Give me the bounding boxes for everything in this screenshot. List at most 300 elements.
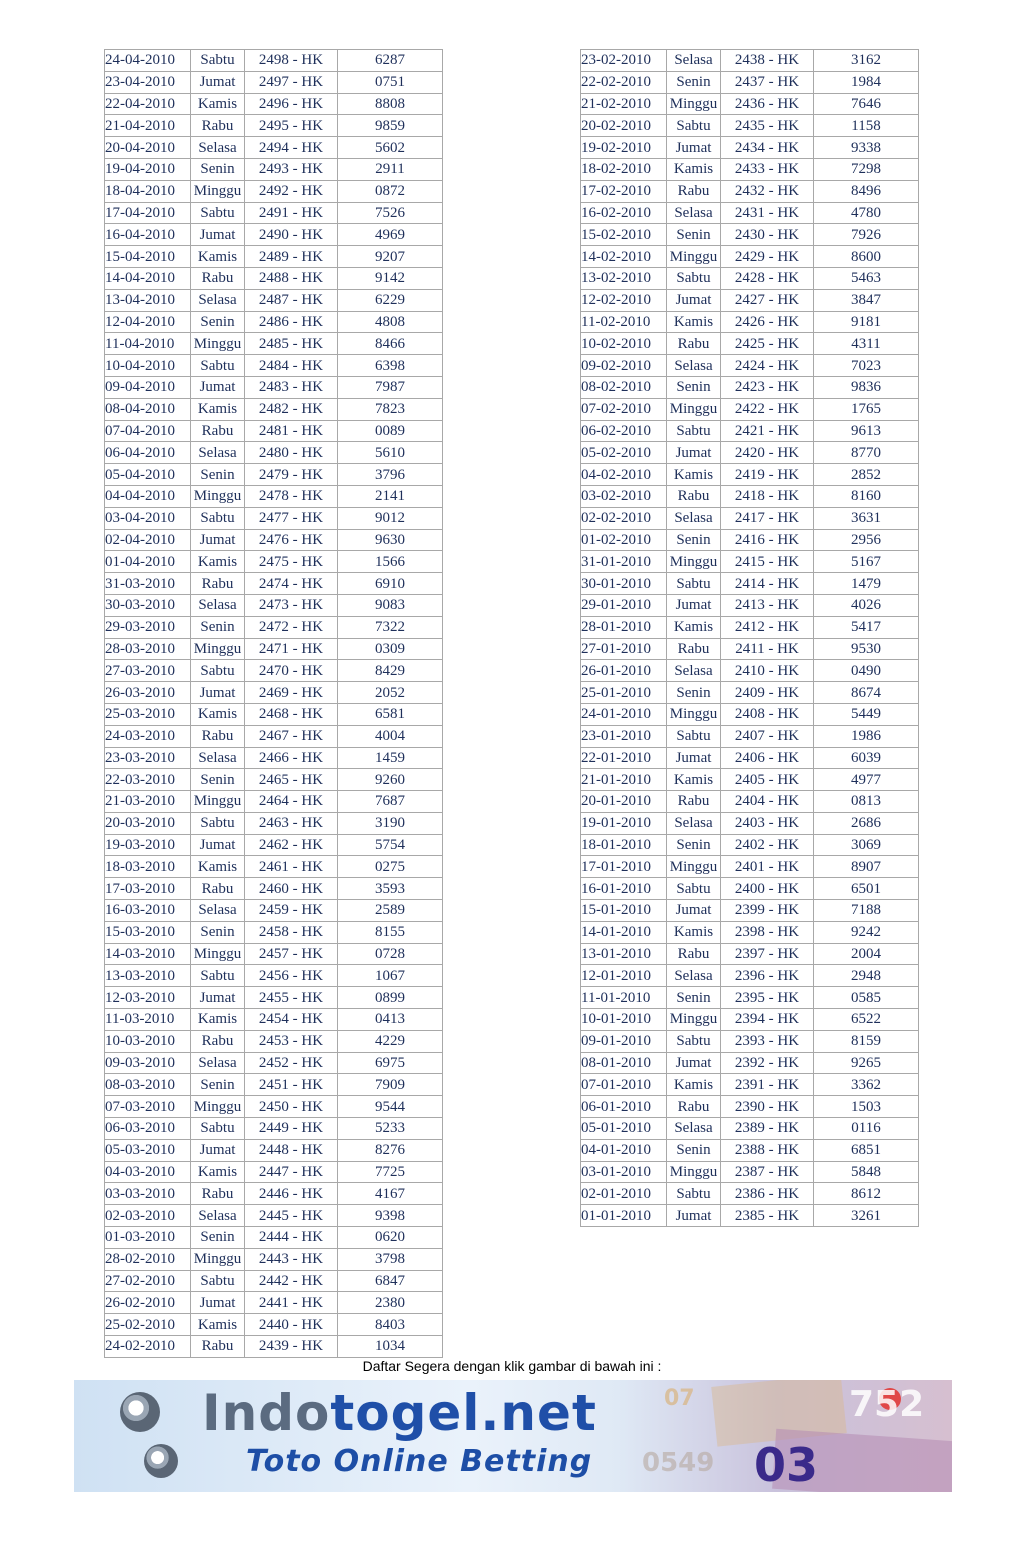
table-row (581, 442, 919, 464)
table-row (581, 1205, 919, 1227)
date-cell: 15-02-2010 (581, 224, 667, 246)
number-cell: 8466 (338, 333, 443, 355)
number-cell: 9181 (814, 311, 919, 333)
day-cell: Minggu (667, 1161, 721, 1183)
draw-cell: 2486 - HK (245, 311, 338, 333)
date-cell: 20-01-2010 (581, 791, 667, 813)
draw-cell: 2389 - HK (721, 1118, 814, 1140)
draw-cell: 2410 - HK (721, 660, 814, 682)
date-cell: 28-03-2010 (105, 638, 191, 660)
day-cell: Minggu (191, 943, 245, 965)
draw-cell: 2485 - HK (245, 333, 338, 355)
day-cell: Rabu (667, 1096, 721, 1118)
day-cell: Rabu (191, 878, 245, 900)
table-row (105, 115, 443, 137)
draw-cell: 2457 - HK (245, 943, 338, 965)
table-row (105, 267, 443, 289)
deco-number: 752 (849, 1384, 925, 1425)
date-cell: 14-04-2010 (105, 267, 191, 289)
table-row (105, 638, 443, 660)
table-row (581, 485, 919, 507)
day-cell: Jumat (191, 1139, 245, 1161)
day-cell: Rabu (191, 573, 245, 595)
number-cell: 7023 (814, 355, 919, 377)
day-cell: Sabtu (191, 812, 245, 834)
draw-cell: 2388 - HK (721, 1139, 814, 1161)
day-cell: Senin (191, 158, 245, 180)
draw-cell: 2409 - HK (721, 682, 814, 704)
day-cell: Kamis (191, 703, 245, 725)
draw-cell: 2498 - HK (245, 50, 338, 72)
day-cell: Jumat (667, 747, 721, 769)
table-row (581, 1183, 919, 1205)
date-cell: 18-01-2010 (581, 834, 667, 856)
day-cell: Senin (667, 529, 721, 551)
date-cell: 18-04-2010 (105, 180, 191, 202)
table-row (105, 1205, 443, 1227)
number-cell: 2956 (814, 529, 919, 551)
number-cell: 8808 (338, 93, 443, 115)
draw-cell: 2438 - HK (721, 50, 814, 72)
date-cell: 03-02-2010 (581, 485, 667, 507)
number-cell: 4977 (814, 769, 919, 791)
draw-cell: 2415 - HK (721, 551, 814, 573)
day-cell: Rabu (191, 420, 245, 442)
number-cell: 0490 (814, 660, 919, 682)
draw-cell: 2444 - HK (245, 1227, 338, 1249)
draw-cell: 2465 - HK (245, 769, 338, 791)
date-cell: 21-03-2010 (105, 791, 191, 813)
day-cell: Minggu (667, 703, 721, 725)
table-row (105, 224, 443, 246)
table-row (581, 1030, 919, 1052)
table-row (105, 834, 443, 856)
draw-cell: 2460 - HK (245, 878, 338, 900)
table-row (581, 769, 919, 791)
date-cell: 16-01-2010 (581, 878, 667, 900)
table-row (581, 834, 919, 856)
date-cell: 27-01-2010 (581, 638, 667, 660)
date-cell: 16-04-2010 (105, 224, 191, 246)
day-cell: Minggu (191, 485, 245, 507)
number-cell: 6287 (338, 50, 443, 72)
number-cell: 0413 (338, 1009, 443, 1031)
day-cell: Minggu (667, 398, 721, 420)
table-row (581, 1052, 919, 1074)
number-cell: 8600 (814, 246, 919, 268)
table-row (105, 682, 443, 704)
draw-cell: 2416 - HK (721, 529, 814, 551)
date-cell: 02-03-2010 (105, 1205, 191, 1227)
table-row (105, 594, 443, 616)
number-cell: 0089 (338, 420, 443, 442)
table-row (581, 355, 919, 377)
number-cell: 9142 (338, 267, 443, 289)
date-cell: 22-03-2010 (105, 769, 191, 791)
date-cell: 23-04-2010 (105, 71, 191, 93)
number-cell: 3190 (338, 812, 443, 834)
date-cell: 31-01-2010 (581, 551, 667, 573)
table-row (105, 856, 443, 878)
table-row (581, 311, 919, 333)
results-table-left-body (105, 50, 443, 1358)
table-row (581, 507, 919, 529)
day-cell: Kamis (191, 93, 245, 115)
table-row (581, 289, 919, 311)
day-cell: Sabtu (667, 1030, 721, 1052)
table-row (581, 267, 919, 289)
draw-cell: 2461 - HK (245, 856, 338, 878)
number-cell: 7909 (338, 1074, 443, 1096)
table-row (581, 1118, 919, 1140)
number-cell: 0585 (814, 987, 919, 1009)
date-cell: 29-01-2010 (581, 594, 667, 616)
number-cell: 7687 (338, 791, 443, 813)
day-cell: Kamis (667, 616, 721, 638)
day-cell: Minggu (667, 856, 721, 878)
day-cell: Rabu (191, 267, 245, 289)
number-cell: 2686 (814, 812, 919, 834)
date-cell: 05-01-2010 (581, 1118, 667, 1140)
number-cell: 3796 (338, 464, 443, 486)
number-cell: 0116 (814, 1118, 919, 1140)
date-cell: 25-02-2010 (105, 1314, 191, 1336)
date-cell: 29-03-2010 (105, 616, 191, 638)
draw-cell: 2481 - HK (245, 420, 338, 442)
number-cell: 9242 (814, 921, 919, 943)
table-row (581, 529, 919, 551)
day-cell: Senin (191, 1227, 245, 1249)
date-cell: 24-02-2010 (105, 1336, 191, 1358)
day-cell: Kamis (191, 551, 245, 573)
number-cell: 4780 (814, 202, 919, 224)
table-row (581, 682, 919, 704)
number-cell: 5233 (338, 1118, 443, 1140)
table-row (105, 1096, 443, 1118)
date-cell: 13-03-2010 (105, 965, 191, 987)
draw-cell: 2489 - HK (245, 246, 338, 268)
date-cell: 25-03-2010 (105, 703, 191, 725)
register-prompt: Daftar Segera dengan klik gambar di bawah ini : (362, 1358, 662, 1374)
day-cell: Rabu (191, 1030, 245, 1052)
table-row (581, 812, 919, 834)
table-row (581, 420, 919, 442)
day-cell: Sabtu (191, 507, 245, 529)
table-row (105, 616, 443, 638)
day-cell: Selasa (191, 747, 245, 769)
draw-cell: 2407 - HK (721, 725, 814, 747)
table-row (105, 442, 443, 464)
day-cell: Rabu (667, 791, 721, 813)
day-cell: Minggu (191, 180, 245, 202)
table-row (105, 420, 443, 442)
date-cell: 01-02-2010 (581, 529, 667, 551)
day-cell: Sabtu (191, 660, 245, 682)
number-cell: 1479 (814, 573, 919, 595)
draw-cell: 2431 - HK (721, 202, 814, 224)
day-cell: Minggu (667, 1009, 721, 1031)
number-cell: 4969 (338, 224, 443, 246)
day-cell: Minggu (191, 1248, 245, 1270)
table-row (581, 398, 919, 420)
table-row (581, 1139, 919, 1161)
number-cell: 5754 (338, 834, 443, 856)
draw-cell: 2392 - HK (721, 1052, 814, 1074)
indotogel-banner-link[interactable] (74, 1380, 952, 1492)
day-cell: Senin (191, 921, 245, 943)
date-cell: 16-02-2010 (581, 202, 667, 224)
draw-cell: 2474 - HK (245, 573, 338, 595)
table-row (105, 943, 443, 965)
draw-cell: 2450 - HK (245, 1096, 338, 1118)
table-row (581, 900, 919, 922)
number-cell: 3162 (814, 50, 919, 72)
number-cell: 4004 (338, 725, 443, 747)
day-cell: Selasa (667, 507, 721, 529)
date-cell: 04-03-2010 (105, 1161, 191, 1183)
number-cell: 7987 (338, 376, 443, 398)
day-cell: Kamis (667, 769, 721, 791)
draw-cell: 2408 - HK (721, 703, 814, 725)
day-cell: Senin (191, 464, 245, 486)
day-cell: Selasa (191, 594, 245, 616)
draw-cell: 2494 - HK (245, 137, 338, 159)
draw-cell: 2477 - HK (245, 507, 338, 529)
number-cell: 8674 (814, 682, 919, 704)
table-row (581, 158, 919, 180)
day-cell: Kamis (191, 856, 245, 878)
table-row (105, 71, 443, 93)
day-cell: Senin (667, 376, 721, 398)
table-row (105, 333, 443, 355)
number-cell: 0813 (814, 791, 919, 813)
table-row (105, 202, 443, 224)
date-cell: 16-03-2010 (105, 900, 191, 922)
number-cell: 7725 (338, 1161, 443, 1183)
draw-cell: 2459 - HK (245, 900, 338, 922)
number-cell: 9207 (338, 246, 443, 268)
date-cell: 13-01-2010 (581, 943, 667, 965)
draw-cell: 2436 - HK (721, 93, 814, 115)
day-cell: Rabu (191, 725, 245, 747)
draw-cell: 2404 - HK (721, 791, 814, 813)
number-cell: 2380 (338, 1292, 443, 1314)
day-cell: Selasa (191, 289, 245, 311)
number-cell: 9836 (814, 376, 919, 398)
day-cell: Jumat (191, 1292, 245, 1314)
number-cell: 9338 (814, 137, 919, 159)
day-cell: Sabtu (191, 355, 245, 377)
date-cell: 31-03-2010 (105, 573, 191, 595)
draw-cell: 2421 - HK (721, 420, 814, 442)
day-cell: Jumat (667, 900, 721, 922)
draw-cell: 2414 - HK (721, 573, 814, 595)
day-cell: Sabtu (667, 420, 721, 442)
date-cell: 09-04-2010 (105, 376, 191, 398)
table-row (581, 464, 919, 486)
date-cell: 06-04-2010 (105, 442, 191, 464)
draw-cell: 2492 - HK (245, 180, 338, 202)
number-cell: 9544 (338, 1096, 443, 1118)
number-cell: 1158 (814, 115, 919, 137)
table-row (581, 965, 919, 987)
table-row (581, 703, 919, 725)
number-cell: 8160 (814, 485, 919, 507)
date-cell: 05-02-2010 (581, 442, 667, 464)
draw-cell: 2401 - HK (721, 856, 814, 878)
day-cell: Senin (191, 311, 245, 333)
day-cell: Jumat (191, 987, 245, 1009)
table-row (581, 725, 919, 747)
draw-cell: 2443 - HK (245, 1248, 338, 1270)
day-cell: Kamis (191, 1314, 245, 1336)
table-row (105, 50, 443, 72)
number-cell: 7322 (338, 616, 443, 638)
day-cell: Jumat (667, 289, 721, 311)
date-cell: 20-02-2010 (581, 115, 667, 137)
table-row (105, 769, 443, 791)
number-cell: 9398 (338, 1205, 443, 1227)
number-cell: 7298 (814, 158, 919, 180)
draw-cell: 2432 - HK (721, 180, 814, 202)
draw-cell: 2397 - HK (721, 943, 814, 965)
draw-cell: 2449 - HK (245, 1118, 338, 1140)
number-cell: 6851 (814, 1139, 919, 1161)
table-row (581, 573, 919, 595)
table-row (105, 573, 443, 595)
table-row (105, 1118, 443, 1140)
table-row (581, 1096, 919, 1118)
table-row (105, 812, 443, 834)
date-cell: 25-01-2010 (581, 682, 667, 704)
draw-cell: 2423 - HK (721, 376, 814, 398)
date-cell: 03-03-2010 (105, 1183, 191, 1205)
number-cell: 3593 (338, 878, 443, 900)
day-cell: Sabtu (667, 878, 721, 900)
table-row (105, 1227, 443, 1249)
draw-cell: 2454 - HK (245, 1009, 338, 1031)
table-row (581, 1009, 919, 1031)
draw-cell: 2420 - HK (721, 442, 814, 464)
date-cell: 19-02-2010 (581, 137, 667, 159)
number-cell: 2052 (338, 682, 443, 704)
day-cell: Sabtu (191, 1118, 245, 1140)
day-cell: Rabu (667, 180, 721, 202)
day-cell: Senin (667, 987, 721, 1009)
number-cell: 1034 (338, 1336, 443, 1358)
day-cell: Selasa (667, 355, 721, 377)
day-cell: Sabtu (667, 267, 721, 289)
table-row (581, 747, 919, 769)
date-cell: 14-01-2010 (581, 921, 667, 943)
date-cell: 08-04-2010 (105, 398, 191, 420)
day-cell: Jumat (191, 682, 245, 704)
date-cell: 20-03-2010 (105, 812, 191, 834)
number-cell: 6910 (338, 573, 443, 595)
number-cell: 2852 (814, 464, 919, 486)
day-cell: Minggu (191, 638, 245, 660)
draw-cell: 2424 - HK (721, 355, 814, 377)
draw-cell: 2466 - HK (245, 747, 338, 769)
day-cell: Kamis (667, 158, 721, 180)
deco-number: 0549 (642, 1448, 715, 1478)
day-cell: Senin (191, 769, 245, 791)
table-row (105, 1074, 443, 1096)
day-cell: Selasa (191, 1205, 245, 1227)
date-cell: 04-01-2010 (581, 1139, 667, 1161)
number-cell: 8159 (814, 1030, 919, 1052)
date-cell: 17-01-2010 (581, 856, 667, 878)
number-cell: 0275 (338, 856, 443, 878)
number-cell: 9613 (814, 420, 919, 442)
table-row (105, 878, 443, 900)
day-cell: Senin (667, 71, 721, 93)
number-cell: 3847 (814, 289, 919, 311)
day-cell: Jumat (191, 71, 245, 93)
date-cell: 10-01-2010 (581, 1009, 667, 1031)
table-row (105, 1030, 443, 1052)
date-cell: 01-03-2010 (105, 1227, 191, 1249)
draw-cell: 2488 - HK (245, 267, 338, 289)
number-cell: 0899 (338, 987, 443, 1009)
draw-cell: 2462 - HK (245, 834, 338, 856)
date-cell: 03-04-2010 (105, 507, 191, 529)
table-row (105, 1248, 443, 1270)
number-cell: 3069 (814, 834, 919, 856)
number-cell: 5449 (814, 703, 919, 725)
day-cell: Jumat (667, 594, 721, 616)
draw-cell: 2451 - HK (245, 1074, 338, 1096)
draw-cell: 2427 - HK (721, 289, 814, 311)
day-cell: Selasa (667, 660, 721, 682)
table-row (105, 921, 443, 943)
draw-cell: 2398 - HK (721, 921, 814, 943)
brand-part-togel: togel.net (330, 1384, 597, 1442)
table-row (581, 987, 919, 1009)
number-cell: 1765 (814, 398, 919, 420)
date-cell: 10-03-2010 (105, 1030, 191, 1052)
table-row (581, 50, 919, 72)
day-cell: Jumat (667, 442, 721, 464)
draw-cell: 2439 - HK (245, 1336, 338, 1358)
draw-cell: 2430 - HK (721, 224, 814, 246)
number-cell: 0728 (338, 943, 443, 965)
day-cell: Minggu (191, 333, 245, 355)
date-cell: 07-01-2010 (581, 1074, 667, 1096)
date-cell: 02-04-2010 (105, 529, 191, 551)
draw-cell: 2483 - HK (245, 376, 338, 398)
table-row (105, 485, 443, 507)
number-cell: 2004 (814, 943, 919, 965)
table-row (105, 1183, 443, 1205)
number-cell: 6229 (338, 289, 443, 311)
draw-cell: 2495 - HK (245, 115, 338, 137)
date-cell: 28-02-2010 (105, 1248, 191, 1270)
draw-cell: 2428 - HK (721, 267, 814, 289)
date-cell: 24-01-2010 (581, 703, 667, 725)
day-cell: Senin (667, 834, 721, 856)
draw-cell: 2426 - HK (721, 311, 814, 333)
date-cell: 06-01-2010 (581, 1096, 667, 1118)
table-row (105, 1052, 443, 1074)
table-row (581, 333, 919, 355)
draw-cell: 2422 - HK (721, 398, 814, 420)
date-cell: 01-04-2010 (105, 551, 191, 573)
table-row (105, 703, 443, 725)
number-cell: 5610 (338, 442, 443, 464)
banner-tagline: Toto Online Betting (246, 1444, 593, 1479)
draw-cell: 2440 - HK (245, 1314, 338, 1336)
